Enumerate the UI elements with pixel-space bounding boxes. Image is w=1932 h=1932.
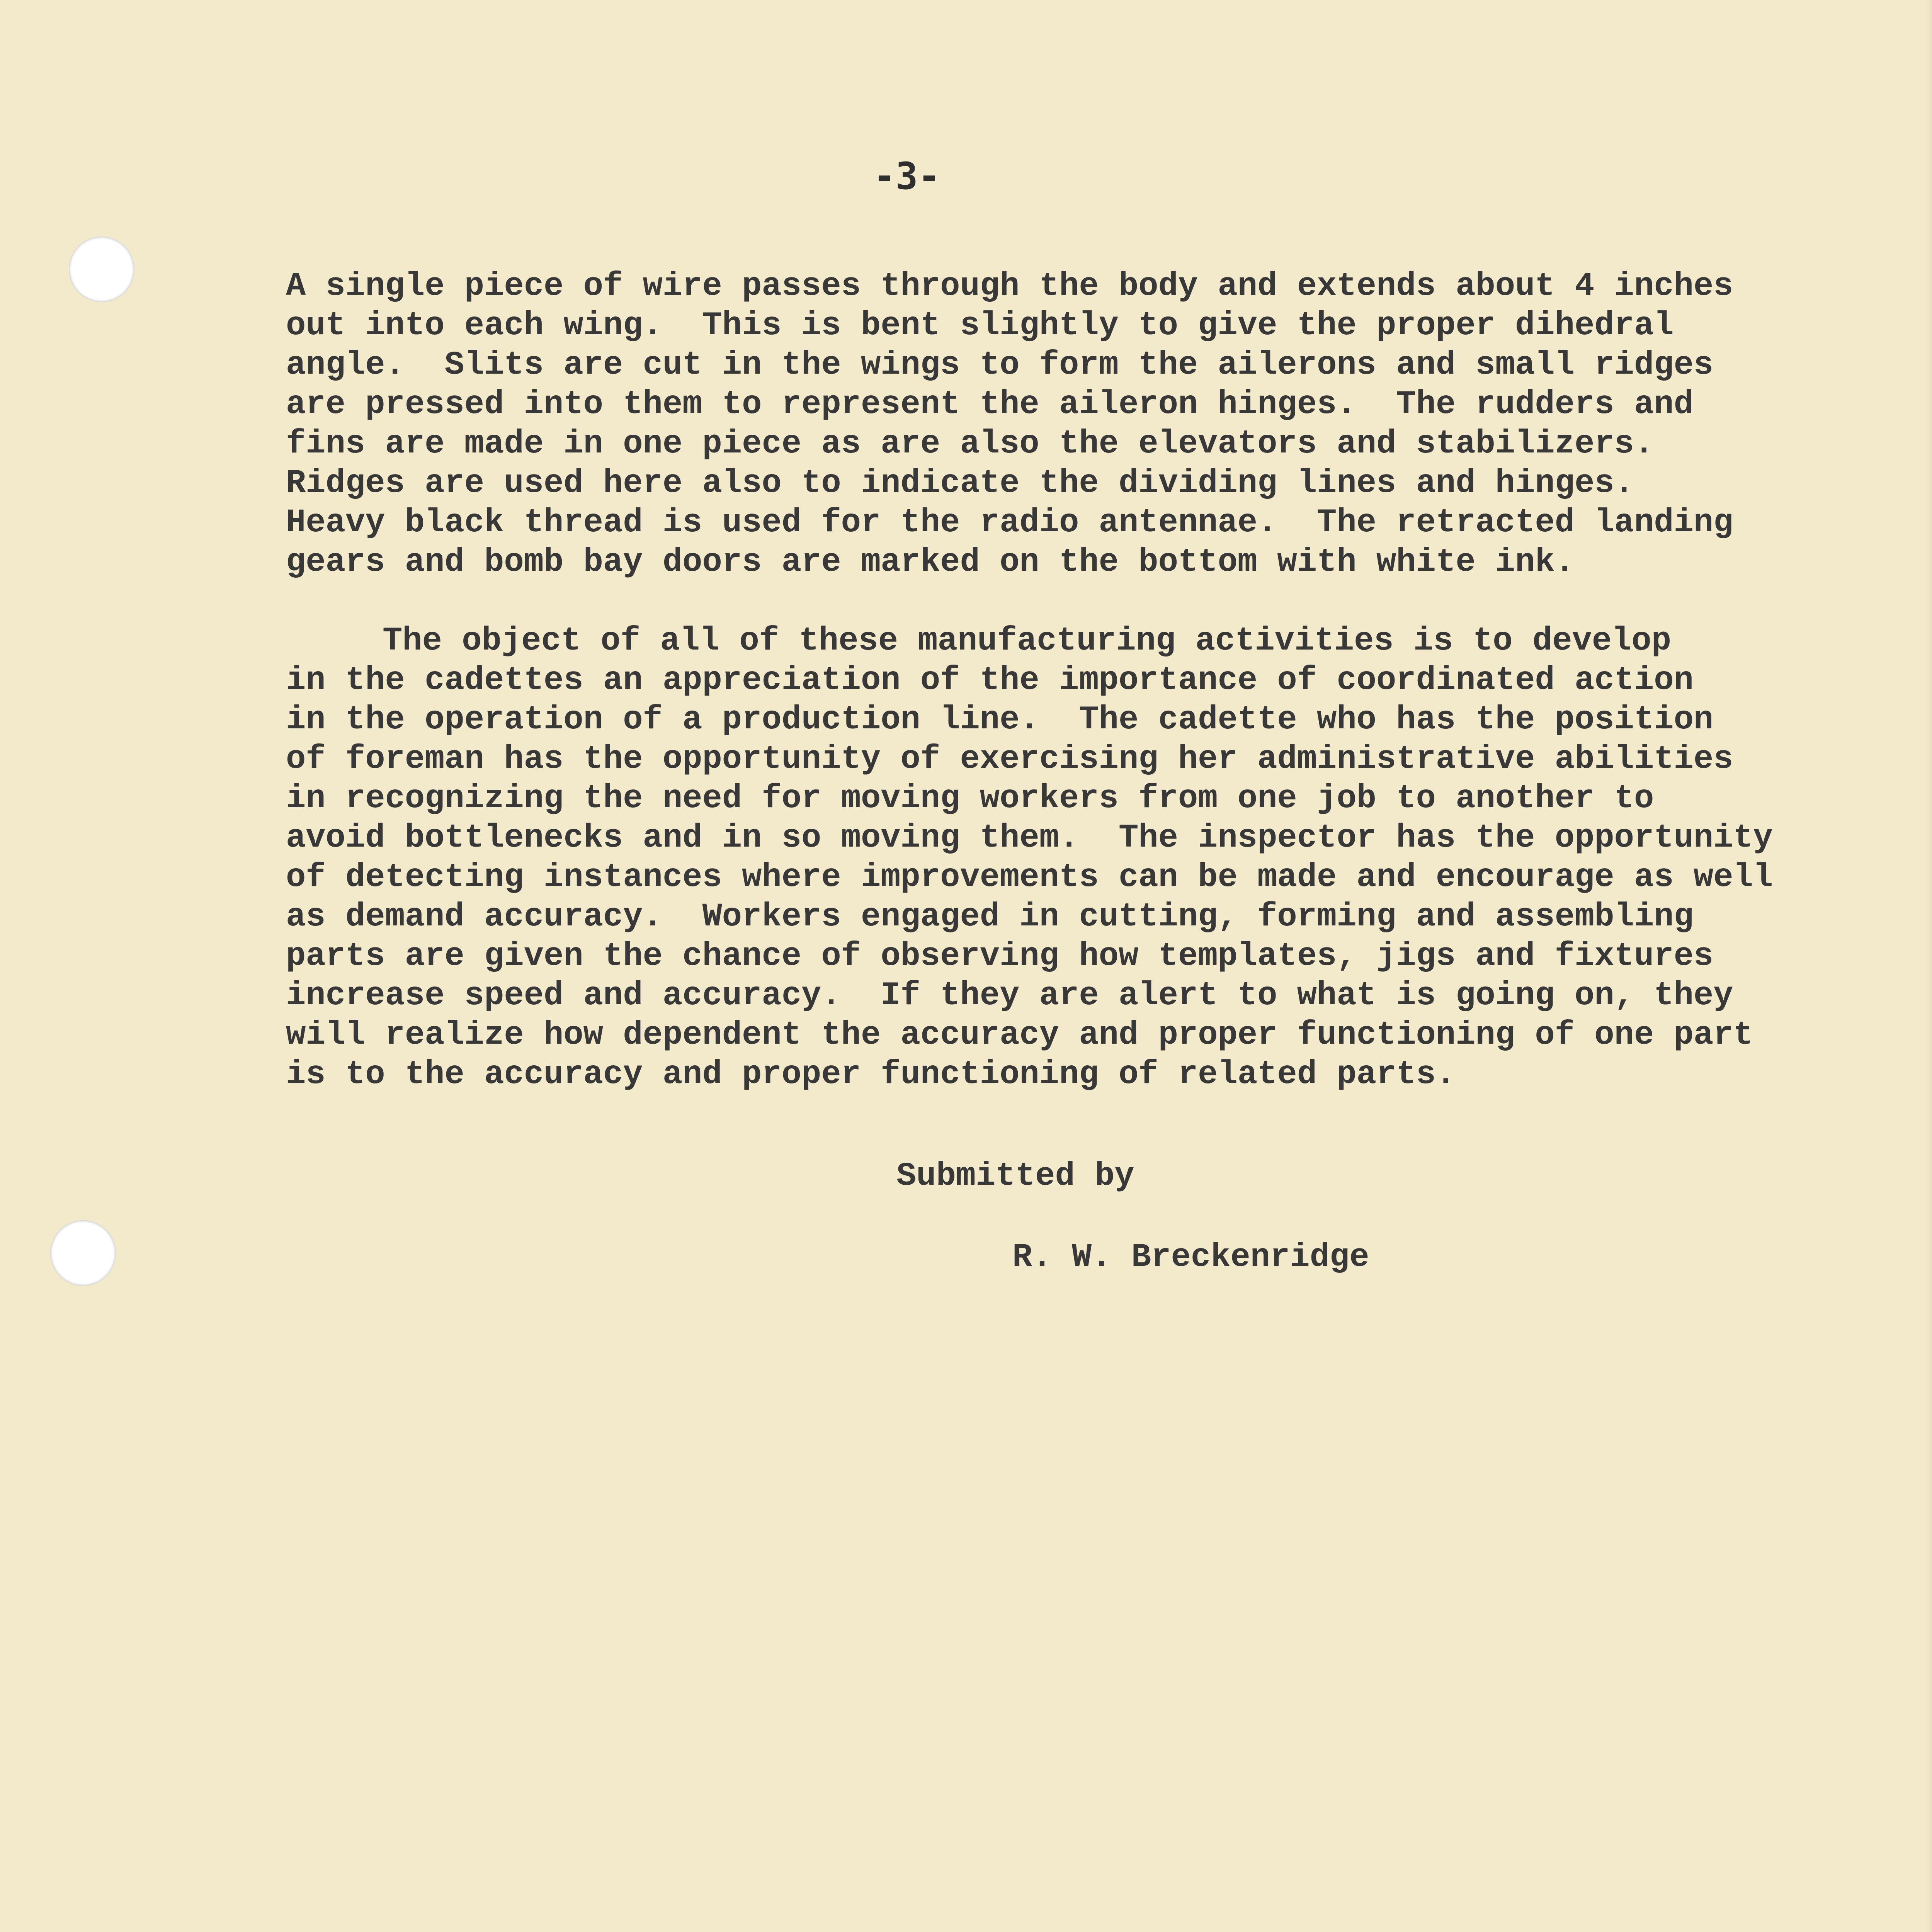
text-line: Ridges are used here also to indicate the dividing lines and hinges. — [286, 464, 1634, 502]
text-line: angle. Slits are cut in the wings to form the ailerons and small ridges — [286, 346, 1714, 384]
text-line: gears and bomb bay doors are marked on the bottom with white ink. — [286, 543, 1575, 581]
binder-hole-icon — [69, 236, 134, 302]
paragraph — [286, 267, 1773, 582]
page-number: -3- — [873, 155, 940, 198]
page-edge-shadow — [1925, 0, 1932, 1932]
text-line: as demand accuracy. Workers engaged in cutting, forming and assembling — [286, 898, 1694, 935]
text-line: The object of all of these manufacturing activities is to develop — [383, 622, 1672, 660]
body-text — [286, 267, 1773, 1094]
text-line: in recognizing the need for moving workers from one job to another to — [286, 780, 1654, 817]
text-line: in the operation of a production line. The cadette who has the position — [286, 701, 1714, 738]
paragraph — [286, 621, 1773, 1094]
submitted-by-label: Submitted by — [896, 1157, 1134, 1195]
text-line: out into each wing. This is bent slightly to give the proper dihedral — [286, 307, 1674, 344]
text-line: of detecting instances where improvements can be made and encourage as well — [286, 859, 1773, 896]
text-line: of foreman has the opportunity of exercising her administrative abilities — [286, 740, 1733, 778]
text-line: are pressed into them to represent the aileron hinges. The rudders and — [286, 386, 1694, 423]
text-line: fins are made in one piece as are also the elevators and stabilizers. — [286, 425, 1654, 463]
text-line: will realize how dependent the accuracy and proper functioning of one part — [286, 1016, 1753, 1054]
author-name: R. W. Breckenridge — [1012, 1238, 1369, 1276]
text-line: avoid bottlenecks and in so moving them. The inspector has the opportunity — [286, 819, 1773, 857]
text-line: increase speed and accuracy. If they are alert to what is going on, they — [286, 977, 1733, 1014]
text-line: Heavy black thread is used for the radio antennae. The retracted landing — [286, 504, 1733, 541]
text-line: A single piece of wire passes through the body and extends about 4 inches — [286, 267, 1733, 305]
text-line: in the cadettes an appreciation of the importance of coordinated action — [286, 662, 1694, 699]
text-line: is to the accuracy and proper functioning of related parts. — [286, 1056, 1456, 1093]
binder-hole-icon — [50, 1220, 116, 1286]
text-line: parts are given the chance of observing how templates, jigs and fixtures — [286, 937, 1714, 975]
